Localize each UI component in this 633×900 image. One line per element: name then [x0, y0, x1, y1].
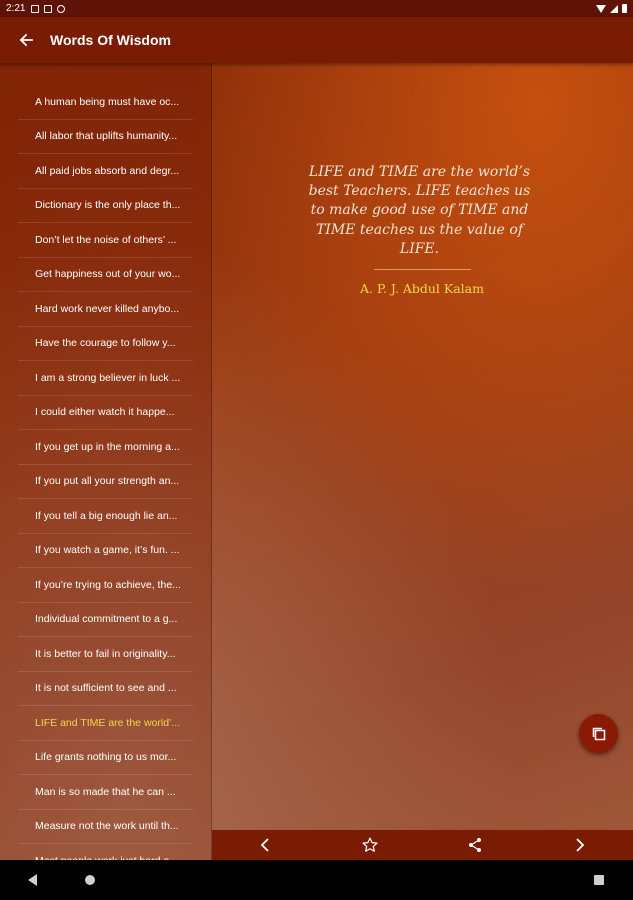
- chevron-left-icon: [260, 837, 270, 853]
- list-item[interactable]: Have the courage to follow y...: [18, 327, 193, 362]
- list-item[interactable]: All paid jobs absorb and degr...: [18, 154, 193, 189]
- media-icon: [57, 5, 65, 13]
- list-item[interactable]: If you’re trying to achieve, the...: [18, 568, 193, 603]
- list-item[interactable]: If you tell a big enough lie an...: [18, 499, 193, 534]
- next-button[interactable]: [560, 830, 600, 860]
- list-item[interactable]: If you get up in the morning a...: [18, 430, 193, 465]
- list-item[interactable]: It is better to fail in originality...: [18, 637, 193, 672]
- share-button[interactable]: [455, 830, 495, 860]
- list-item[interactable]: Individual commitment to a g...: [18, 603, 193, 638]
- status-right: [596, 4, 627, 13]
- battery-icon: [622, 4, 627, 13]
- share-icon: [467, 837, 483, 853]
- quote-text: LIFE and TIME are the world’s best Teachers. LIFE teaches us to make good use of TIME and TIME teaches us the value of LIFE.: [308, 164, 531, 257]
- status-bar: [0, 0, 633, 17]
- wifi-icon: [596, 5, 606, 13]
- quote-action-bar: [212, 830, 633, 860]
- list-item[interactable]: Measure not the work until th...: [18, 810, 193, 845]
- quote-detail-panel: [212, 63, 633, 830]
- list-item[interactable]: A human being must have oc...: [18, 85, 193, 120]
- previous-button[interactable]: [245, 830, 285, 860]
- back-button[interactable]: [6, 17, 46, 63]
- quote-list: [0, 63, 211, 879]
- chevron-right-icon: [575, 837, 585, 853]
- system-nav-bar: [0, 860, 633, 900]
- signal-icon: [610, 5, 618, 13]
- quote-author: A. P. J. Abdul Kalam: [360, 281, 484, 296]
- sim-icon: [44, 5, 52, 13]
- quote-divider: [374, 269, 471, 270]
- list-item[interactable]: Don’t let the noise of others’ ...: [18, 223, 193, 258]
- list-item-active[interactable]: LIFE and TIME are the world’...: [18, 706, 193, 741]
- status-time: 2:21: [6, 3, 26, 14]
- list-item[interactable]: Man is so made that he can ...: [18, 775, 193, 810]
- main-content: [0, 63, 633, 860]
- nav-home-icon[interactable]: [85, 875, 95, 885]
- list-item[interactable]: Get happiness out of your wo...: [18, 258, 193, 293]
- copy-icon: [591, 726, 607, 742]
- list-item[interactable]: Hard work never killed anybo...: [18, 292, 193, 327]
- list-item[interactable]: If you watch a game, it’s fun. ...: [18, 534, 193, 569]
- page-title: Words Of Wisdom: [50, 32, 171, 48]
- nav-back-icon[interactable]: [28, 874, 37, 886]
- copy-button[interactable]: [579, 714, 618, 753]
- arrow-left-icon: [19, 33, 33, 47]
- mail-icon: [31, 5, 39, 13]
- list-item[interactable]: It is not sufficient to see and ...: [18, 672, 193, 707]
- list-item[interactable]: If you put all your strength an...: [18, 465, 193, 500]
- list-item[interactable]: Dictionary is the only place th...: [18, 189, 193, 224]
- quote-list-sidebar[interactable]: [0, 63, 212, 860]
- list-item[interactable]: Life grants nothing to us mor...: [18, 741, 193, 776]
- list-item[interactable]: All labor that uplifts humanity...: [18, 120, 193, 155]
- nav-recents-icon[interactable]: [594, 875, 604, 885]
- star-outline-icon: [361, 836, 379, 854]
- app-bar: [0, 17, 633, 63]
- favorite-button[interactable]: [350, 830, 390, 860]
- list-item[interactable]: I am a strong believer in luck ...: [18, 361, 193, 396]
- list-item[interactable]: I could either watch it happe...: [18, 396, 193, 431]
